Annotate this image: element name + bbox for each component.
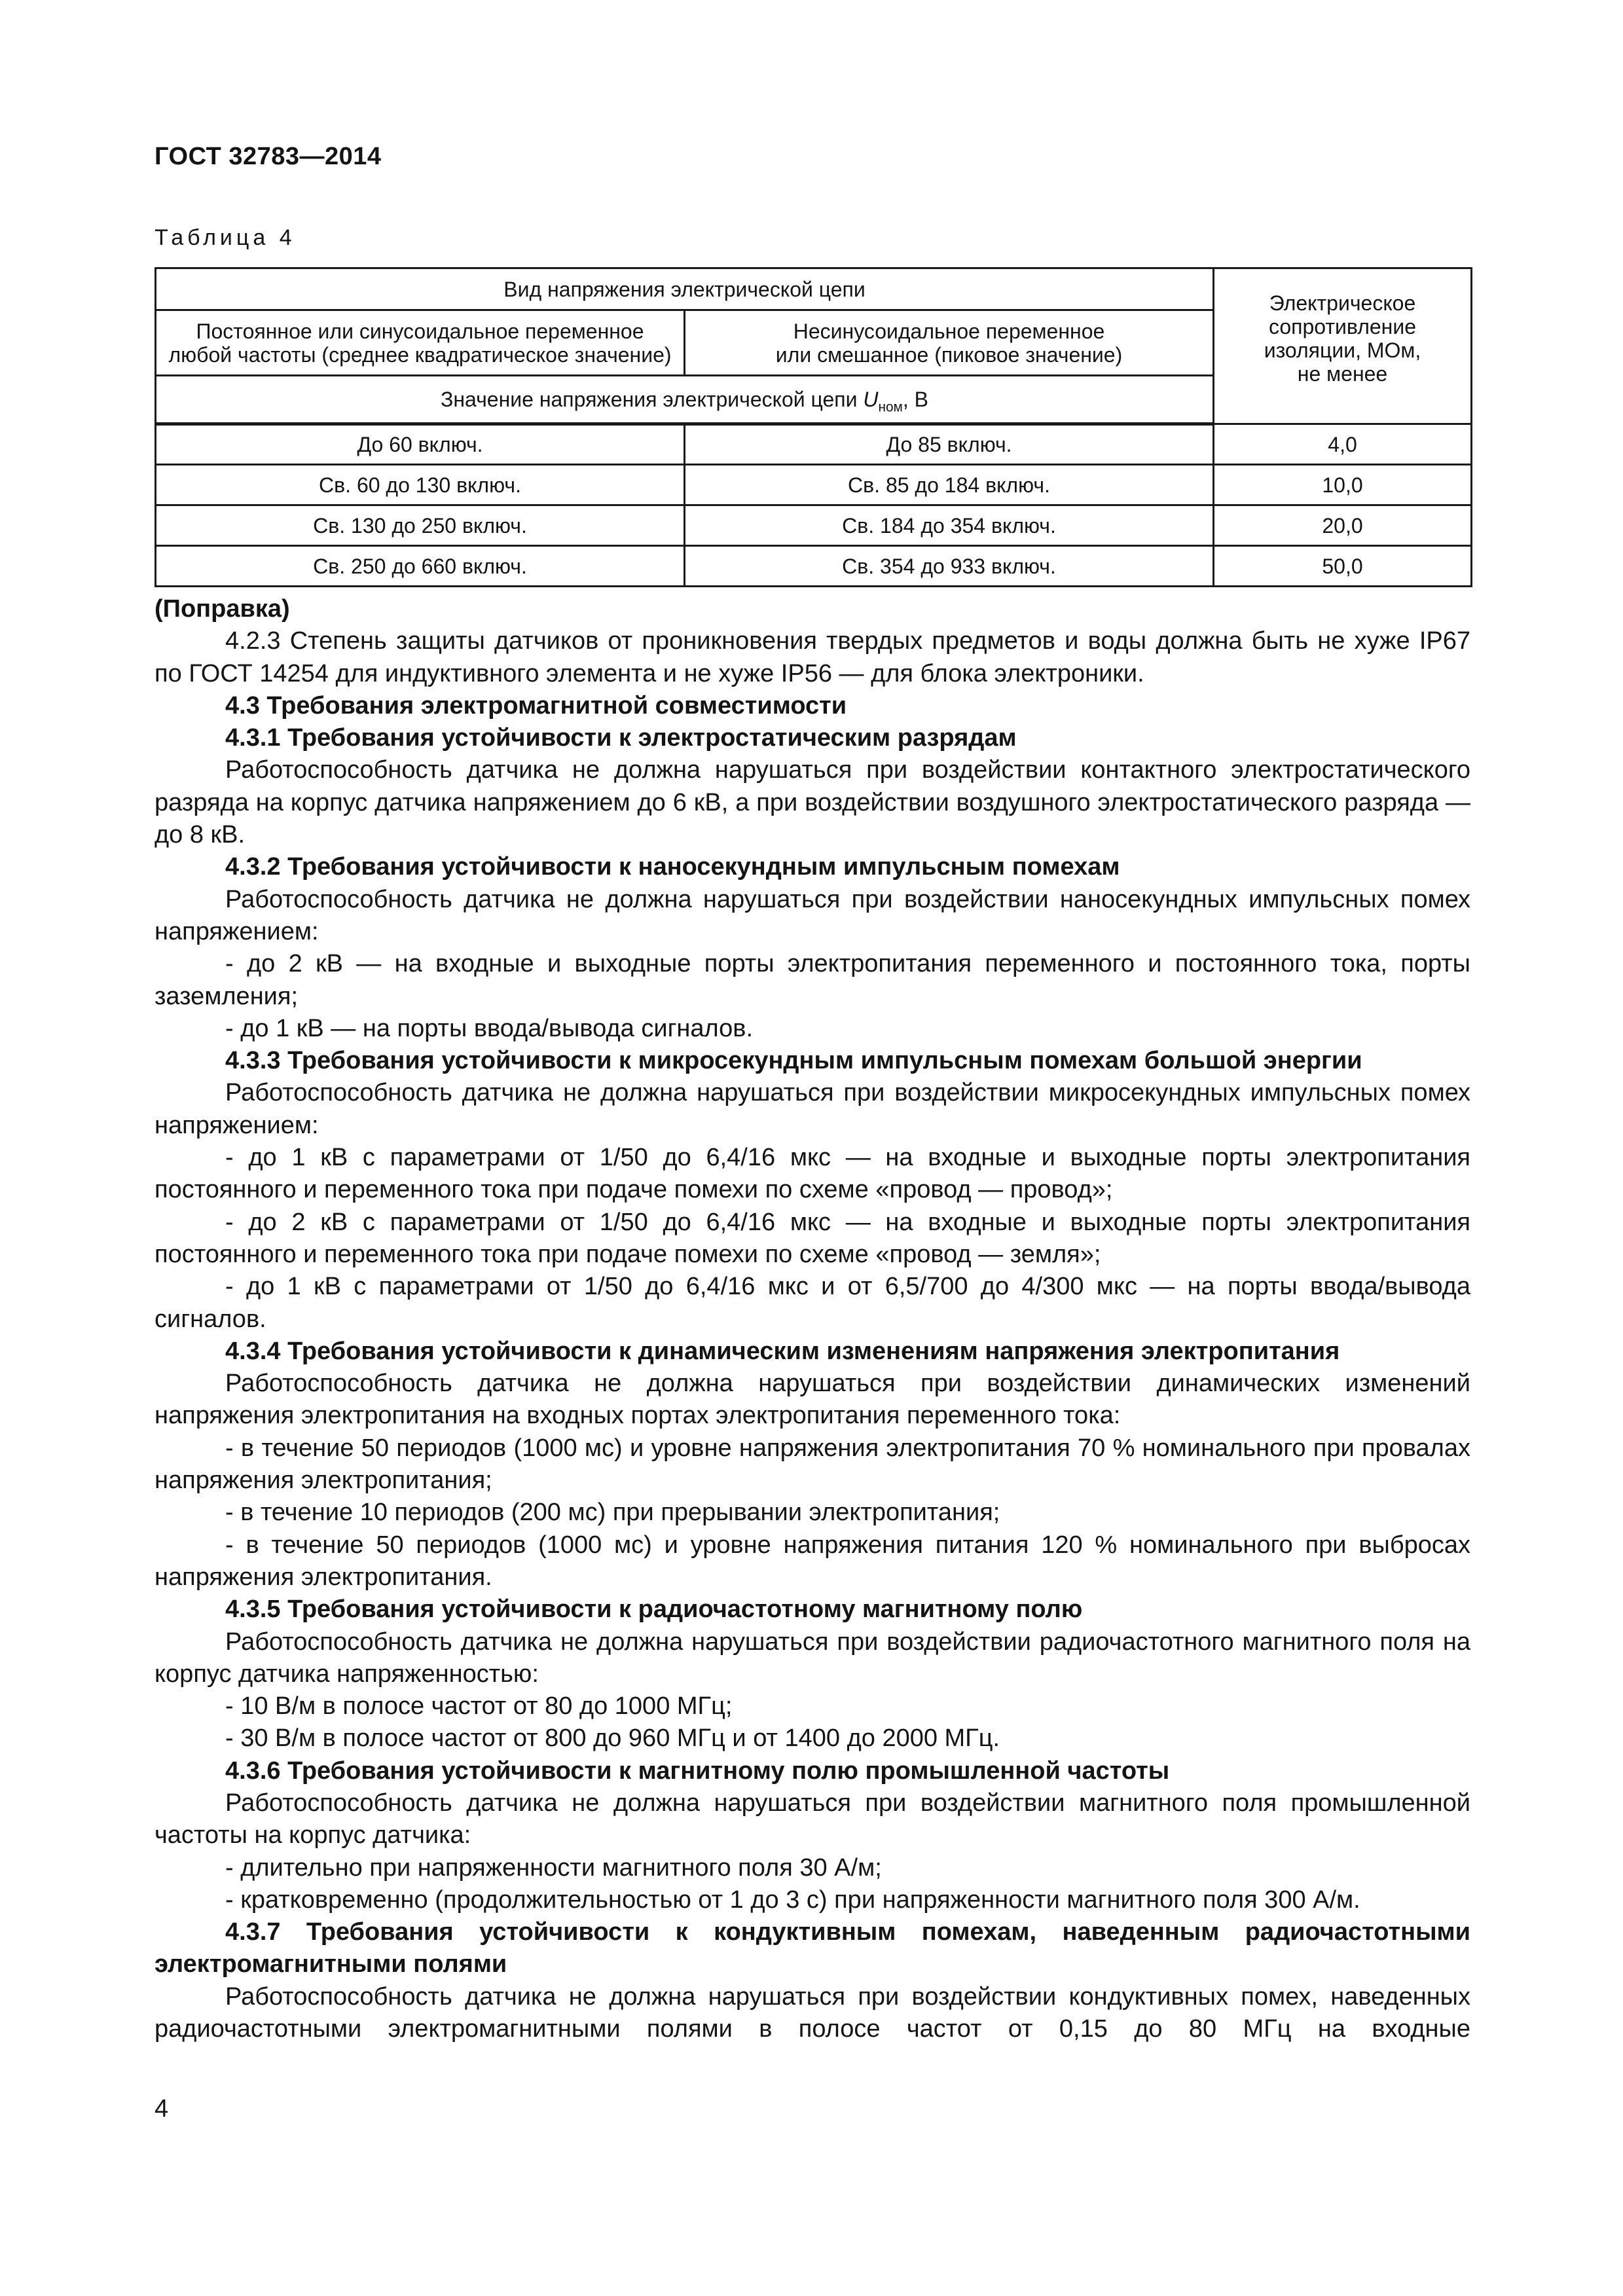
document-header: ГОСТ 32783—2014 (155, 143, 382, 170)
table-cell: Св. 354 до 933 включ. (685, 546, 1214, 587)
amendment-note: (Поправка) (155, 595, 290, 623)
table-cell: 4,0 (1214, 424, 1472, 465)
list-item: - до 1 кВ с параметрами от 1/50 до 6,4/16 мкс и от 6,5/700 до 4/300 мкс — на порты ввода/вывода сигналов. (155, 1273, 1470, 1333)
col3-line-4: не менее (1297, 362, 1388, 386)
non-sinusoidal-header (685, 310, 1214, 376)
heading-4-3-1: 4.3.1 Требования устойчивости к электростатическим разрядам (225, 724, 1017, 752)
dc-sinusoidal-header (156, 310, 685, 376)
list-item: - в течение 50 периодов (1000 мс) и уровне напряжения электропитания 70 % номинального при провалах напряжения электропитания; (155, 1434, 1470, 1495)
list-item: - до 2 кВ — на входные и выходные порты электропитания переменного и постоянного тока, порты заземления; (155, 950, 1470, 1010)
table-caption: Таблица 4 (155, 225, 296, 250)
list-item: - в течение 50 периодов (1000 мс) и уровне напряжения питания 120 % номинального при выбросах напряжения электропитания. (155, 1531, 1470, 1591)
paragraph: Работоспособность датчика не должна нарушаться при воздействии радиочастотного магнитного поля на корпус датчика напряженностью: (155, 1628, 1470, 1688)
table-cell: До 85 включ. (685, 424, 1214, 465)
paragraph: Работоспособность датчика не должна нарушаться при воздействии магнитного поля промышленной частоты на корпус датчика: (155, 1789, 1470, 1850)
paragraph: Работоспособность датчика не должна нарушаться при воздействии динамических изменений напряжения электропитания на входных портах электропитания переменного тока: (155, 1370, 1470, 1430)
voltage-subscript: ном (878, 399, 903, 415)
table-cell: Св. 184 до 354 включ. (685, 505, 1214, 546)
insulation-resistance-table (155, 267, 1472, 587)
paragraph: Работоспособность датчика не должна нарушаться при воздействии микросекундных импульсных помех напряжением: (155, 1079, 1470, 1139)
heading-4-3-3: 4.3.3 Требования устойчивости к микросекундным импульсным помехам большой энергии (225, 1047, 1362, 1075)
paragraph: Работоспособность датчика не должна нарушаться при воздействии наносекундных импульсных помех напряжением: (155, 885, 1470, 945)
voltage-type-header: Вид напряжения электрической цепи (156, 268, 1214, 310)
col3-line-2: сопротивление (1269, 315, 1416, 338)
heading-4-3-4: 4.3.4 Требования устойчивости к динамическим изменениям напряжения электропитания (225, 1337, 1340, 1365)
list-item: - длительно при напряженности магнитного поля 30 А/м; (225, 1853, 882, 1882)
table-cell: 20,0 (1214, 505, 1472, 546)
list-item: - до 1 кВ — на порты ввода/вывода сигналов. (225, 1014, 754, 1042)
table-cell: Св. 250 до 660 включ. (156, 546, 685, 587)
table-cell: 10,0 (1214, 465, 1472, 505)
document-body (155, 593, 1470, 2045)
col2-line-1: Несинусоидальное переменное (793, 319, 1105, 343)
heading-4-3-6: 4.3.6 Требования устойчивости к магнитному полю промышленной частоты (225, 1757, 1170, 1785)
table-cell: 50,0 (1214, 546, 1472, 587)
list-item: - до 1 кВ с параметрами от 1/50 до 6,4/16 мкс — на входные и выходные порты электропитания постоянного и переменного тока при подаче помехи по схеме «провод — провод»; (155, 1144, 1470, 1204)
col3-line-3: изоляции, МОм, (1264, 338, 1421, 362)
table-cell: Св. 130 до 250 включ. (156, 505, 685, 546)
heading-4-3: 4.3 Требования электромагнитной совместимости (225, 691, 847, 720)
paragraph: Работоспособность датчика не должна нарушаться при воздействии контактного электростатического разряда на корпус датчика напряжением до 6 кВ, а при воздействии воздушного электростатического разряда — до 8 кВ. (155, 756, 1470, 849)
col1-line-2: любой частоты (среднее квадратическое значение) (168, 342, 672, 367)
table-cell: До 60 включ. (156, 424, 685, 465)
insulation-resistance-header (1214, 268, 1472, 424)
col2-line-2: или смешанное (пиковое значение) (775, 342, 1123, 367)
page-number: 4 (155, 2095, 169, 2123)
voltage-value-header (156, 376, 1214, 424)
paragraph-4-2-3: 4.2.3 Степень защиты датчиков от проникновения твердых предметов и воды должна быть не хуже IP67 по ГОСТ 14254 для индуктивного элемента и не хуже IP56 — для блока электроники. (155, 627, 1470, 687)
heading-4-3-5: 4.3.5 Требования устойчивости к радиочастотному магнитному полю (225, 1595, 1083, 1624)
list-item: - до 2 кВ с параметрами от 1/50 до 6,4/16 мкс — на входные и выходные порты электропитания постоянного и переменного тока при подаче помехи по схеме «провод — земля»; (155, 1208, 1470, 1268)
paragraph: Работоспособность датчика не должна нарушаться при воздействии кондуктивных помех, наведенных радиочастотными электромагнитными полями в полосе частот от 0,15 до 80 МГц на входные (155, 1982, 1470, 2043)
table-cell: Св. 60 до 130 включ. (156, 465, 685, 505)
col1-line-1: Постоянное или синусоидальное переменное (196, 319, 644, 343)
voltage-symbol: U (863, 388, 879, 411)
heading-4-3-7: 4.3.7 Требования устойчивости к кондуктивным помехам, наведенным радиочастотными электромагнитными полями (155, 1918, 1470, 1978)
table-cell: Св. 85 до 184 включ. (685, 465, 1214, 505)
list-item: - 30 В/м в полосе частот от 800 до 960 МГц и от 1400 до 2000 МГц. (225, 1724, 1000, 1753)
heading-4-3-2: 4.3.2 Требования устойчивости к наносекундным импульсным помехам (225, 853, 1120, 881)
list-item: - кратковременно (продолжительностью от 1 до 3 с) при напряженности магнитного поля 300 А/м. (225, 1886, 1360, 1914)
list-item: - в течение 10 периодов (200 мс) при прерывании электропитания; (225, 1499, 1000, 1527)
voltage-label: Значение напряжения электрической цепи (441, 388, 864, 411)
list-item: - 10 В/м в полосе частот от 80 до 1000 МГц; (225, 1692, 733, 1721)
voltage-unit: , В (902, 388, 928, 411)
col3-line-1: Электрическое (1269, 291, 1416, 315)
